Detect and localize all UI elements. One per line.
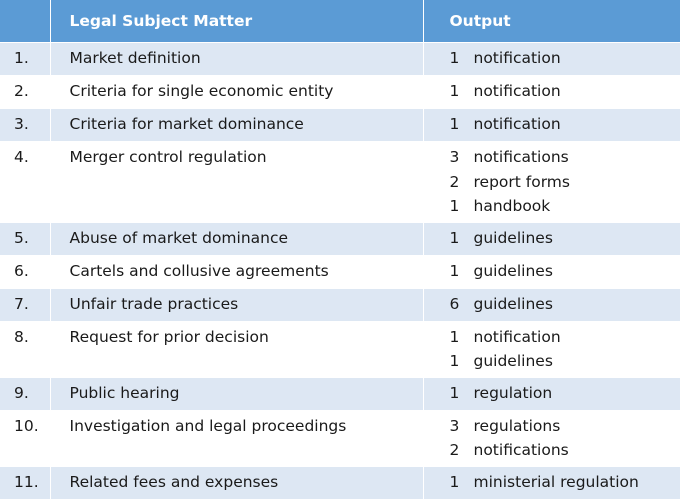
output-count: 1	[450, 229, 474, 247]
row-number: 9.	[0, 377, 50, 410]
output-type: regulation	[474, 384, 553, 402]
table-row	[0, 109, 680, 142]
output-item	[450, 82, 680, 107]
output-item	[450, 173, 680, 198]
output-count: 2	[450, 173, 474, 191]
table-row	[0, 410, 680, 466]
row-subject: Criteria for market dominance	[50, 109, 423, 142]
table-row	[0, 222, 680, 255]
row-subject: Abuse of market dominance	[50, 222, 423, 255]
table-row	[0, 288, 680, 321]
row-number: 5.	[0, 222, 50, 255]
output-count: 3	[450, 148, 474, 166]
output-count: 1	[450, 262, 474, 280]
row-number: 8.	[0, 321, 50, 377]
output-type: guidelines	[474, 352, 553, 370]
table-header-row	[0, 0, 680, 43]
row-subject: Public hearing	[50, 377, 423, 410]
output-item	[450, 148, 680, 173]
output-item	[450, 473, 680, 498]
row-output	[423, 142, 680, 223]
output-count: 1	[450, 384, 474, 402]
output-item	[450, 441, 680, 466]
table-row	[0, 142, 680, 223]
output-item	[450, 295, 680, 320]
output-count: 1	[450, 352, 474, 370]
row-subject: Related fees and expenses	[50, 466, 423, 499]
row-output	[423, 288, 680, 321]
table-row	[0, 43, 680, 76]
output-type: report forms	[474, 173, 570, 191]
output-count: 6	[450, 295, 474, 313]
row-subject: Cartels and collusive agreements	[50, 255, 423, 288]
row-number: 3.	[0, 109, 50, 142]
row-output	[423, 410, 680, 466]
header-subject: Legal Subject Matter	[50, 0, 423, 43]
output-item	[450, 229, 680, 254]
output-type: guidelines	[474, 262, 553, 280]
output-type: guidelines	[474, 229, 553, 247]
output-type: guidelines	[474, 295, 553, 313]
output-count: 1	[450, 328, 474, 346]
output-item	[450, 49, 680, 74]
output-item	[450, 352, 680, 377]
output-type: notification	[474, 328, 561, 346]
table-row	[0, 377, 680, 410]
row-subject: Unfair trade practices	[50, 288, 423, 321]
output-type: notification	[474, 82, 561, 100]
output-count: 1	[450, 82, 474, 100]
output-item	[450, 115, 680, 140]
row-number: 11.	[0, 466, 50, 499]
row-number: 10.	[0, 410, 50, 466]
row-number: 1.	[0, 43, 50, 76]
row-output	[423, 466, 680, 499]
row-output	[423, 76, 680, 109]
table-row	[0, 466, 680, 499]
output-item	[450, 197, 680, 222]
row-output	[423, 377, 680, 410]
output-count: 1	[450, 473, 474, 491]
row-output	[423, 222, 680, 255]
table-row	[0, 255, 680, 288]
row-subject: Investigation and legal proceedings	[50, 410, 423, 466]
output-item	[450, 328, 680, 353]
row-number: 2.	[0, 76, 50, 109]
output-count: 1	[450, 49, 474, 67]
output-type: notifications	[474, 441, 569, 459]
output-item	[450, 384, 680, 409]
output-type: regulations	[474, 417, 561, 435]
table-body	[0, 43, 680, 499]
output-count: 3	[450, 417, 474, 435]
row-output	[423, 43, 680, 76]
row-output	[423, 255, 680, 288]
row-output	[423, 321, 680, 377]
output-type: notification	[474, 115, 561, 133]
header-number	[0, 0, 50, 43]
row-number: 6.	[0, 255, 50, 288]
row-subject: Request for prior decision	[50, 321, 423, 377]
row-subject: Market definition	[50, 43, 423, 76]
row-number: 4.	[0, 142, 50, 223]
output-type: notifications	[474, 148, 569, 166]
output-item	[450, 417, 680, 442]
row-subject: Merger control regulation	[50, 142, 423, 223]
table-row	[0, 76, 680, 109]
output-type: notification	[474, 49, 561, 67]
output-count: 2	[450, 441, 474, 459]
output-item	[450, 262, 680, 287]
row-output	[423, 109, 680, 142]
output-type: handbook	[474, 197, 551, 215]
output-count: 1	[450, 197, 474, 215]
row-number: 7.	[0, 288, 50, 321]
output-count: 1	[450, 115, 474, 133]
table-row	[0, 321, 680, 377]
output-type: ministerial regulation	[474, 473, 639, 491]
header-output: Output	[423, 0, 680, 43]
row-subject: Criteria for single economic entity	[50, 76, 423, 109]
